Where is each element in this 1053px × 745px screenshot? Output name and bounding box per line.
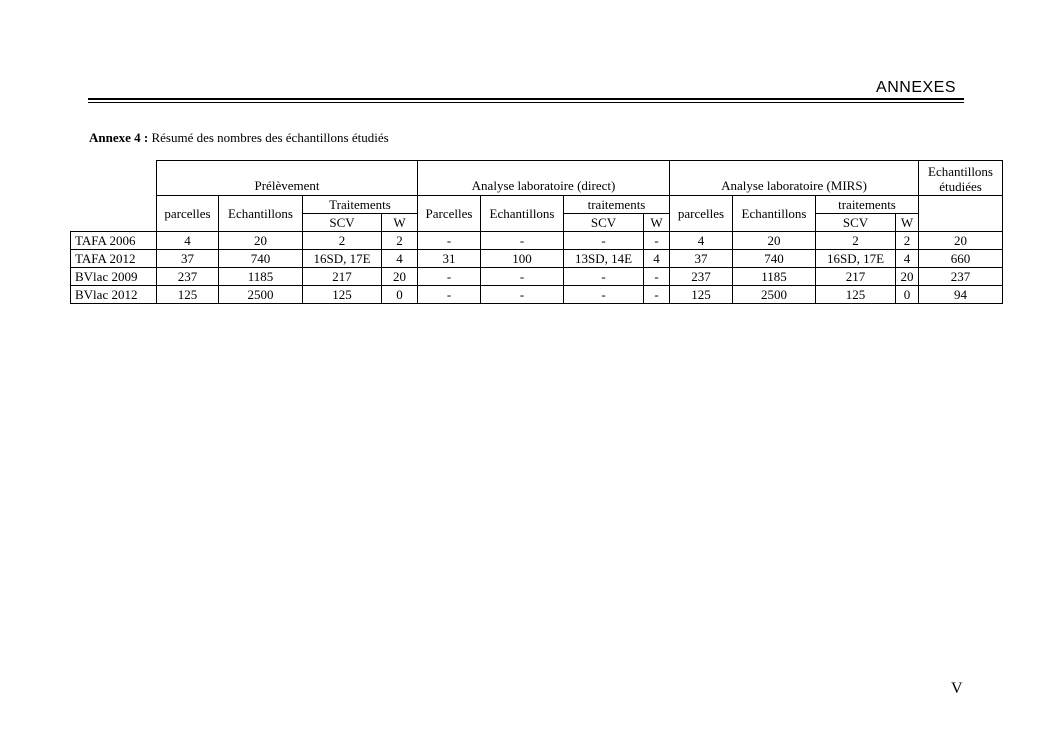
table-cell: 0 — [382, 286, 418, 304]
table-cell: 20 — [896, 268, 919, 286]
table-cell: 2 — [382, 232, 418, 250]
row-label: TAFA 2012 — [71, 250, 157, 268]
header-mirs-echantillons: Echantillons — [733, 196, 816, 232]
caption-label: Annexe 4 : — [89, 130, 149, 145]
corner-empty — [71, 161, 157, 196]
header-echantillons-etudiees: Echantillons étudiées — [919, 161, 1003, 196]
table-cell: 4 — [382, 250, 418, 268]
table-cell: - — [564, 286, 644, 304]
table-cell: - — [644, 286, 670, 304]
table-cell: - — [481, 268, 564, 286]
table-cell: 20 — [382, 268, 418, 286]
table-cell: 2 — [816, 232, 896, 250]
row-label: BVlac 2009 — [71, 268, 157, 286]
group-header-row — [71, 161, 1003, 196]
table-cell: 1185 — [733, 268, 816, 286]
table-cell: 2500 — [219, 286, 303, 304]
header-mirs-scv: SCV — [816, 214, 896, 232]
table-cell: 16SD, 17E — [303, 250, 382, 268]
running-title: ANNEXES — [876, 79, 956, 96]
samples-table — [70, 160, 1003, 304]
header-dir-scv: SCV — [564, 214, 644, 232]
table-cell: 125 — [157, 286, 219, 304]
page-number: V — [951, 680, 963, 697]
table-caption — [89, 130, 389, 146]
header-rule-thick — [88, 98, 964, 100]
group-analyse-mirs: Analyse laboratoire (MIRS) — [670, 161, 919, 196]
table-cell: 1185 — [219, 268, 303, 286]
table-cell: 4 — [157, 232, 219, 250]
header-dir-echantillons: Echantillons — [481, 196, 564, 232]
header-rule-thin — [88, 102, 964, 103]
caption-text: Résumé des nombres des échantillons étudiés — [148, 130, 389, 145]
table-cell: 2500 — [733, 286, 816, 304]
row-label: TAFA 2006 — [71, 232, 157, 250]
header-dir-w: W — [644, 214, 670, 232]
table-cell: - — [418, 268, 481, 286]
group-prelevement: Prélèvement — [157, 161, 418, 196]
table-cell: 20 — [219, 232, 303, 250]
sub-header-row — [71, 196, 1003, 214]
table-cell: - — [644, 268, 670, 286]
table-row — [71, 286, 1003, 304]
header-mirs-traitements: traitements — [816, 196, 919, 214]
table-cell: 125 — [303, 286, 382, 304]
table-cell: 237 — [670, 268, 733, 286]
table-cell: 20 — [733, 232, 816, 250]
table-cell: 217 — [816, 268, 896, 286]
header-prel-traitements: Traitements — [303, 196, 418, 214]
table-cell: 237 — [919, 268, 1003, 286]
table-cell: 2 — [896, 232, 919, 250]
corner-empty-2 — [71, 196, 157, 232]
table-cell: 37 — [670, 250, 733, 268]
table-cell: 100 — [481, 250, 564, 268]
table-row — [71, 268, 1003, 286]
table-cell: 4 — [644, 250, 670, 268]
header-dir-parcelles: Parcelles — [418, 196, 481, 232]
table-cell: - — [481, 286, 564, 304]
table-cell: - — [418, 232, 481, 250]
table-cell: 660 — [919, 250, 1003, 268]
table-cell: - — [564, 268, 644, 286]
table-cell: 4 — [670, 232, 733, 250]
table-cell: - — [481, 232, 564, 250]
header-prel-parcelles: parcelles — [157, 196, 219, 232]
table-cell: - — [418, 286, 481, 304]
table-cell: - — [564, 232, 644, 250]
header-mirs-parcelles: parcelles — [670, 196, 733, 232]
table-cell: 94 — [919, 286, 1003, 304]
table-cell: - — [644, 232, 670, 250]
table-cell: 740 — [219, 250, 303, 268]
table-cell: 20 — [919, 232, 1003, 250]
table-row — [71, 232, 1003, 250]
header-prel-scv: SCV — [303, 214, 382, 232]
table-cell: 237 — [157, 268, 219, 286]
table-cell: 125 — [816, 286, 896, 304]
table-cell: 16SD, 17E — [816, 250, 896, 268]
table-cell: 37 — [157, 250, 219, 268]
table-cell: 4 — [896, 250, 919, 268]
table-cell: 125 — [670, 286, 733, 304]
header-dir-traitements: traitements — [564, 196, 670, 214]
table-cell: 217 — [303, 268, 382, 286]
table-row — [71, 250, 1003, 268]
table-cell: 31 — [418, 250, 481, 268]
table-cell: 13SD, 14E — [564, 250, 644, 268]
table-cell: 2 — [303, 232, 382, 250]
table-body — [71, 232, 1003, 304]
row-label: BVlac 2012 — [71, 286, 157, 304]
header-mirs-w: W — [896, 214, 919, 232]
header-prel-w: W — [382, 214, 418, 232]
group-analyse-direct: Analyse laboratoire (direct) — [418, 161, 670, 196]
table-cell: 740 — [733, 250, 816, 268]
header-etudiees-empty — [919, 196, 1003, 232]
header-prel-echantillons: Echantillons — [219, 196, 303, 232]
table-cell: 0 — [896, 286, 919, 304]
